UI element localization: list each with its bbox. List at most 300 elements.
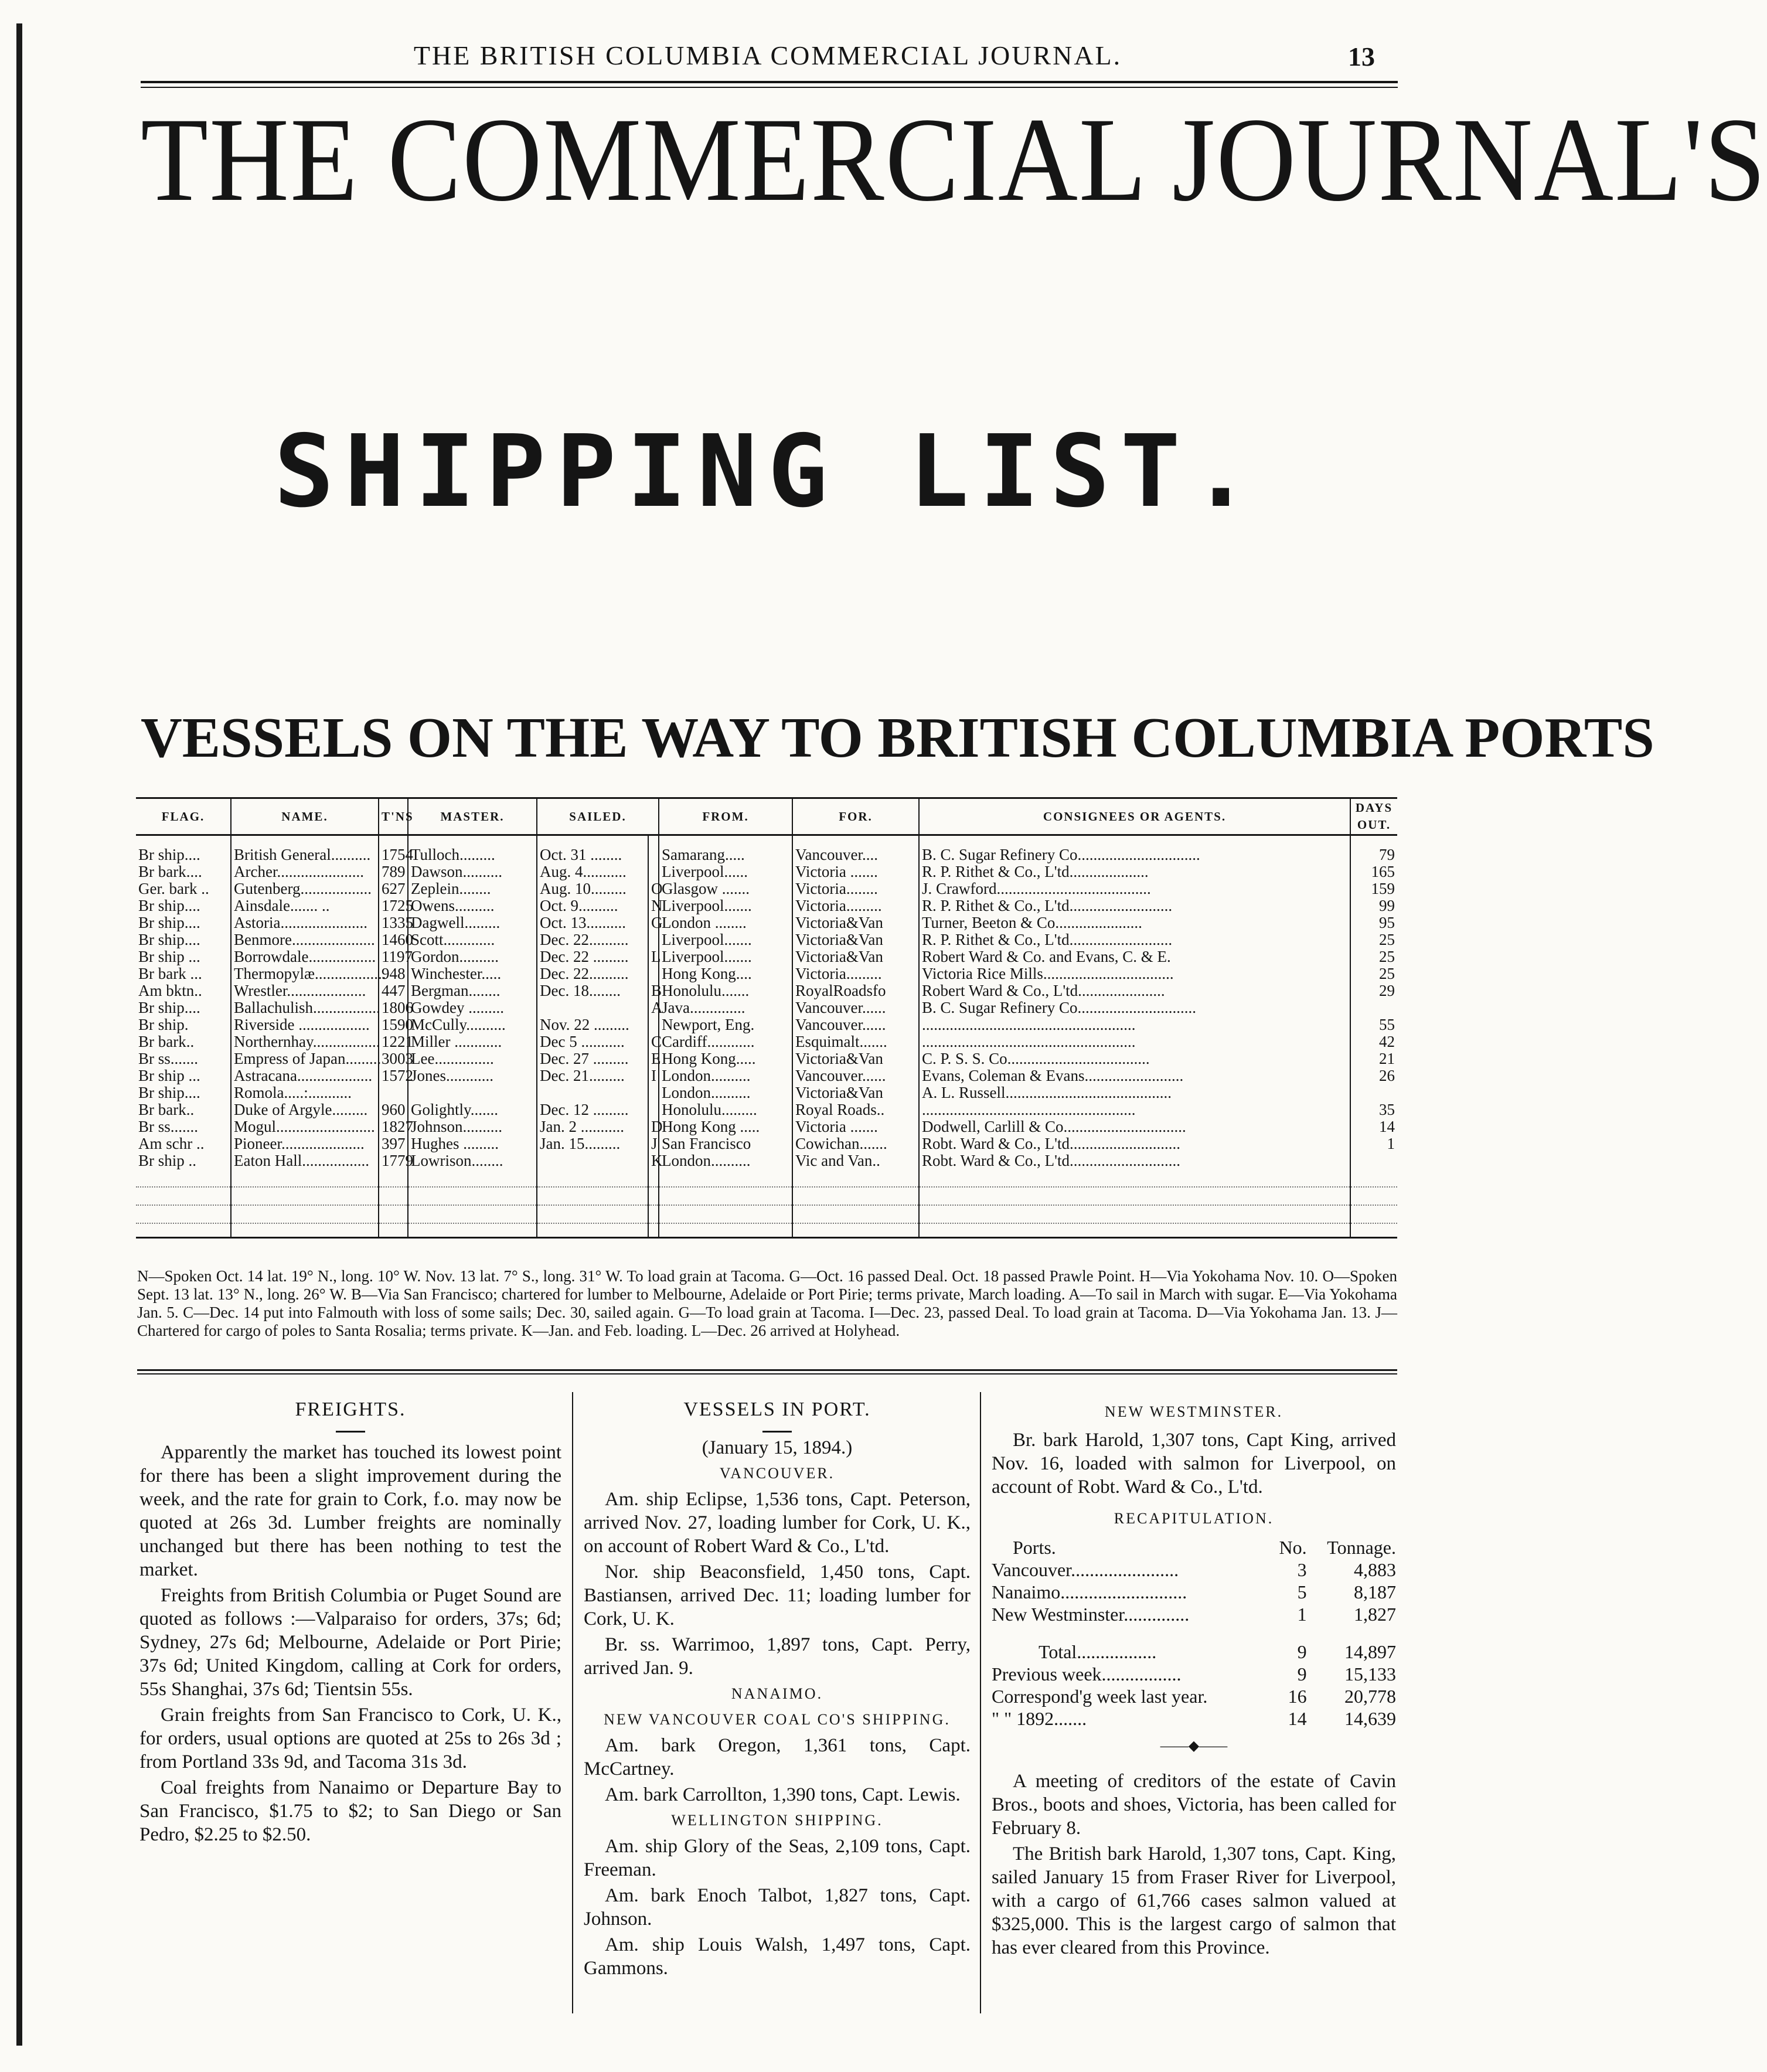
- cell-sailed: Dec. 22..........: [537, 931, 648, 948]
- table-row: [136, 1152, 1397, 1169]
- cell-note: [648, 1084, 659, 1101]
- blank-cell: [792, 1223, 919, 1238]
- vessels-title: VESSELS ON THE WAY TO BRITISH COLUMBIA PORTS: [141, 706, 1654, 770]
- table-row: [136, 1033, 1397, 1050]
- recap-row: [992, 1663, 1396, 1685]
- cell-name: Gutenberg..................: [231, 880, 379, 897]
- cell-note: [648, 835, 659, 864]
- cell-note: N: [648, 897, 659, 914]
- blank-cell: [659, 1205, 792, 1223]
- blank-cell: [919, 1169, 1350, 1187]
- cell-for: Victoria .......: [792, 863, 919, 880]
- cell-name: Northernhay.................: [231, 1033, 379, 1050]
- cell-tons: 960: [379, 1101, 408, 1118]
- vessel-entry: Am. ship Louis Walsh, 1,497 tons, Capt. Gammons.: [584, 1934, 971, 1979]
- new-westminster-text: Br. bark Harold, 1,307 tons, Capt King, arrived Nov. 16, loaded with salmon for Liverpool, on account of Robt. Ward & Co., L'td.: [992, 1430, 1396, 1498]
- cell-sailed: [537, 999, 648, 1016]
- cell-days: 79: [1379, 846, 1395, 863]
- header-rule: [141, 81, 1398, 83]
- cell-flag: Br ship....: [136, 1084, 231, 1101]
- blank-row: [136, 1169, 1397, 1187]
- cell-sailed: Oct. 13..........: [537, 914, 648, 931]
- table-row: [136, 965, 1397, 982]
- cell-master: Golightly.......: [408, 1101, 537, 1118]
- in-port-dash: [762, 1431, 792, 1433]
- in-port-heading: VESSELS IN PORT.: [683, 1399, 871, 1420]
- cell-name: Archer......................: [231, 863, 379, 880]
- recap-label: " " 1892.......: [992, 1708, 1087, 1729]
- cell-master: Dawson..........: [408, 863, 537, 880]
- harold-notice: The British bark Harold, 1,307 tons, Capt. King, sailed January 15 from Fraser River for Liverpool, with a cargo of 61,766 cases salmon valued at $325,000. This is the largest cargo of salmon that has ever cleared from this Province.: [992, 1843, 1396, 1958]
- blank-cell: [136, 1169, 231, 1187]
- cell-agents: B. C. Sugar Refinery Co..............................: [919, 999, 1350, 1016]
- blank-cell: [379, 1187, 408, 1205]
- table-row: [136, 1067, 1397, 1084]
- cell-days: 35: [1379, 1101, 1395, 1118]
- cell-sailed: Nov. 22 .........: [537, 1016, 648, 1033]
- cell-flag: Br ship.: [136, 1016, 231, 1033]
- cell-name: British General..........: [231, 835, 379, 864]
- cell-tons: 1754: [379, 835, 408, 864]
- cell-tons: 1221: [379, 1033, 408, 1050]
- cell-name: Ballachulish.................: [231, 999, 379, 1016]
- recap-no: 16: [1288, 1686, 1307, 1707]
- cell-agents: ......................................................: [919, 1101, 1350, 1118]
- vessel-entry: Am. bark Enoch Talbot, 1,827 tons, Capt. Johnson.: [584, 1885, 971, 1930]
- in-port-date: (January 15, 1894.): [702, 1437, 853, 1458]
- cell-for: Vancouver......: [792, 1067, 919, 1084]
- cell-from: Liverpool.......: [659, 948, 792, 965]
- recap-no: 9: [1297, 1641, 1307, 1662]
- cell-flag: Br ship....: [136, 931, 231, 948]
- cell-from: Hong Kong.....: [659, 1050, 792, 1067]
- cell-days: 42: [1379, 1033, 1395, 1050]
- recap-rows: [992, 1559, 1396, 1625]
- cell-note: J: [648, 1135, 659, 1152]
- blank-cell: [537, 1169, 648, 1187]
- cell-from: San Francisco: [659, 1135, 792, 1152]
- cell-tons: [379, 1084, 408, 1101]
- cell-tons: 447: [379, 982, 408, 999]
- recap-no: 3: [1297, 1559, 1307, 1580]
- cell-note: A: [648, 999, 659, 1016]
- cell-for: RoyalRoadsfo: [792, 982, 919, 999]
- cell-sailed: Dec. 18........: [537, 982, 648, 999]
- table-row: [136, 1118, 1397, 1135]
- table-row: [136, 897, 1397, 914]
- cell-for: Victoria .......: [792, 1118, 919, 1135]
- table-row: [136, 880, 1397, 897]
- table-row: [136, 1084, 1397, 1101]
- blank-cell: [136, 1187, 231, 1205]
- wellington-heading: WELLINGTON SHIPPING.: [671, 1812, 883, 1829]
- vessel-entry: Am. ship Glory of the Seas, 2,109 tons, Capt. Freeman.: [584, 1836, 971, 1880]
- cell-for: Vancouver......: [792, 999, 919, 1016]
- cell-name: Empress of Japan.........: [231, 1050, 379, 1067]
- cell-name: Benmore.....................: [231, 931, 379, 948]
- cell-for: Victoria&Van: [792, 1084, 919, 1101]
- cell-name: Mogul.........................: [231, 1118, 379, 1135]
- cell-note: E: [648, 1050, 659, 1067]
- vessel-entry: Nor. ship Beaconsfield, 1,450 tons, Capt. Bastiansen, arrived Dec. 11; loading lumber for Cork, U. K.: [584, 1561, 971, 1629]
- recap-no: 14: [1288, 1708, 1307, 1729]
- main-title: THE COMMERCIAL JOURNAL'S: [141, 93, 1767, 226]
- cell-agents: J. Crawford.......................................: [919, 880, 1350, 897]
- cell-master: Lee...............: [408, 1050, 537, 1067]
- nvcc-heading: NEW VANCOUVER COAL CO'S SHIPPING.: [604, 1711, 951, 1728]
- table-row: [136, 1016, 1397, 1033]
- cell-agents: Robt. Ward & Co., L'td............................: [919, 1152, 1350, 1169]
- cell-flag: Br ship ...: [136, 1067, 231, 1084]
- cell-master: Zeplein........: [408, 880, 537, 897]
- cell-from: Glasgow .......: [659, 880, 792, 897]
- col-name: NAME.: [231, 798, 379, 835]
- recap-tonnage: 4,883: [1354, 1559, 1396, 1580]
- cell-name: Eaton Hall.................: [231, 1152, 379, 1169]
- cell-from: London ........: [659, 914, 792, 931]
- table-footnotes: N—Spoken Oct. 14 lat. 19° N., long. 10° W. Nov. 13 lat. 7° S., long. 31° W. To load grain at Tacoma. G—Oct. 16 passed Deal. Oct. 18 passed Prawle Point. H—Via Yokohama Nov. 10. O—Spoken Sept. 13 lat. 13° N., long. 26° W. B—Via San Francisco; chartered for lumber to Melbourne, Adelaide or Port Pirie; terms private, March loading. A—To sail in March with sugar. E—Via Yokohama Jan. 5. C—Dec. 14 put into Falmouth with loss of some sails; Dec. 30, sailed again. G—To load grain at Tacoma. I—Dec. 23, passed Deal. To load grain at Tacoma. D—Via Yokohama Jan. 13. J—Chartered for cargo of poles to Santa Rosalia; terms private. K—Jan. and Feb. loading. L—Dec. 26 arrived at Holyhead.: [137, 1267, 1397, 1339]
- recap-tonnage: 8,187: [1354, 1581, 1396, 1603]
- cell-master: Hughes .........: [408, 1135, 537, 1152]
- cell-agents: A. L. Russell..........................................: [919, 1084, 1350, 1101]
- cell-flag: Br ss.......: [136, 1050, 231, 1067]
- cell-flag: Am schr ..: [136, 1135, 231, 1152]
- cell-sailed: Dec. 12 .........: [537, 1101, 648, 1118]
- cell-master: Winchester.....: [408, 965, 537, 982]
- diamond-ornament: ——◆——: [1160, 1738, 1228, 1754]
- cell-master: Miller ............: [408, 1033, 537, 1050]
- cell-note: B: [648, 982, 659, 999]
- recap-row: [992, 1625, 1396, 1663]
- cell-agents: Dodwell, Carlill & Co...............................: [919, 1118, 1350, 1135]
- freights-paragraph: Freights from British Columbia or Puget Sound are quoted as follows :—Valparaiso for orders, 37s; 6d; Sydney, 27s 6d; Melbourne, Adelaide or Port Pirie; 37s 6d; United Kingdom, calling at Cork for orders, 55s Shanghai, 37s 6d; Tientsin 55s.: [139, 1585, 561, 1700]
- blank-cell: [919, 1223, 1350, 1238]
- blank-row: [136, 1205, 1397, 1223]
- cell-name: Thermopylæ..................: [231, 965, 379, 982]
- blank-cell: [379, 1223, 408, 1238]
- vessels-table: [136, 797, 1397, 1239]
- cell-from: Hong Kong .....: [659, 1118, 792, 1135]
- cell-sailed: Oct. 31 ........: [537, 835, 648, 864]
- cell-days: 165: [1371, 863, 1395, 880]
- recap-label: Previous week.................: [992, 1663, 1182, 1685]
- cell-tons: 789: [379, 863, 408, 880]
- blank-cell: [1350, 1187, 1397, 1205]
- blank-cell: [231, 1187, 379, 1205]
- cell-tons: 1460: [379, 931, 408, 948]
- recap-heading: RECAPITULATION.: [1114, 1510, 1274, 1527]
- cell-days: 26: [1379, 1067, 1395, 1084]
- cell-days: [1350, 999, 1397, 1016]
- blank-cell: [1350, 1169, 1397, 1187]
- cell-sailed: Dec. 22..........: [537, 965, 648, 982]
- cell-master: Bergman........: [408, 982, 537, 999]
- cell-master: Dagwell.........: [408, 914, 537, 931]
- cell-for: Victoria&Van: [792, 1050, 919, 1067]
- cell-note: [648, 1016, 659, 1033]
- cell-flag: Br ship....: [136, 835, 231, 864]
- cell-sailed: [537, 1152, 648, 1169]
- shipping-list-title: SHIPPING LIST.: [274, 414, 1262, 530]
- nanaimo-heading: NANAIMO.: [731, 1685, 823, 1702]
- cell-sailed: Oct. 9..........: [537, 897, 648, 914]
- cell-name: Wrestler....................: [231, 982, 379, 999]
- cell-note: C: [648, 1033, 659, 1050]
- cell-master: McCully..........: [408, 1016, 537, 1033]
- col-sailed: SAILED.: [537, 798, 659, 835]
- cell-name: Duke of Argyle.........: [231, 1101, 379, 1118]
- table-row: [136, 999, 1397, 1016]
- cell-note: G: [648, 914, 659, 931]
- cell-tons: 1335: [379, 914, 408, 931]
- cell-master: Gowdey .........: [408, 999, 537, 1016]
- recap-table: [992, 1536, 1396, 1730]
- blank-cell: [408, 1169, 537, 1187]
- vessel-entry: Am. ship Eclipse, 1,536 tons, Capt. Peterson, arrived Nov. 27, loading lumber for Cork, U. K., on account of Robert Ward & Co., L'td.: [584, 1489, 971, 1557]
- blank-cell: [919, 1205, 1350, 1223]
- cell-tons: 1779: [379, 1152, 408, 1169]
- cell-from: Honolulu.......: [659, 982, 792, 999]
- cell-for: Victoria&Van: [792, 931, 919, 948]
- vessels-in-port-column: [584, 1398, 971, 1982]
- cell-flag: Br ship ...: [136, 948, 231, 965]
- cell-from: Java..............: [659, 999, 792, 1016]
- cell-name: Astracana...................: [231, 1067, 379, 1084]
- cell-tons: 1806: [379, 999, 408, 1016]
- recap-row: [992, 1559, 1396, 1581]
- cell-days: 1: [1387, 1135, 1395, 1152]
- cell-flag: Br bark....: [136, 863, 231, 880]
- freights-paragraph: Coal freights from Nanaimo or Departure Bay to San Francisco, $1.75 to $2; to San Diego or San Pedro, $2.25 to $2.50.: [139, 1777, 561, 1845]
- cell-days: 29: [1379, 982, 1395, 999]
- cell-sailed: Dec. 21.........: [537, 1067, 648, 1084]
- cell-days: 21: [1379, 1050, 1395, 1067]
- col-days: DAYS OUT.: [1350, 798, 1397, 835]
- cell-from: Cardiff............: [659, 1033, 792, 1050]
- cell-flag: Br ship....: [136, 897, 231, 914]
- cell-days: 25: [1379, 965, 1395, 982]
- cell-sailed: Dec. 22 .........: [537, 948, 648, 965]
- running-title: THE BRITISH COLUMBIA COMMERCIAL JOURNAL.: [413, 40, 1122, 70]
- cell-from: Hong Kong....: [659, 965, 792, 982]
- cell-from: Honolulu.........: [659, 1101, 792, 1118]
- cell-days: 14: [1379, 1118, 1395, 1135]
- cell-agents: Robt. Ward & Co., L'td............................: [919, 1135, 1350, 1152]
- vessel-entry: Am. bark Oregon, 1,361 tons, Capt. McCartney.: [584, 1735, 971, 1780]
- cell-name: Riverside ..................: [231, 1016, 379, 1033]
- cell-from: Liverpool......: [659, 863, 792, 880]
- cell-for: Victoria.........: [792, 965, 919, 982]
- table-row: [136, 1050, 1397, 1067]
- blank-cell: [537, 1223, 648, 1238]
- blank-cell: [408, 1223, 537, 1238]
- blank-cell: [379, 1205, 408, 1223]
- cell-flag: Ger. bark ..: [136, 880, 231, 897]
- blank-cell: [379, 1169, 408, 1187]
- blank-cell: [919, 1187, 1350, 1205]
- recap-header-row: [992, 1536, 1396, 1559]
- recap-totals: [992, 1625, 1396, 1730]
- recap-row: [992, 1581, 1396, 1603]
- vessel-entry: Br. ss. Warrimoo, 1,897 tons, Capt. Perry, arrived Jan. 9.: [584, 1634, 971, 1679]
- cell-tons: 1572: [379, 1067, 408, 1084]
- cell-from: London..........: [659, 1152, 792, 1169]
- cell-agents: Robert Ward & Co., L'td......................: [919, 982, 1350, 999]
- cell-for: Victoria.........: [792, 897, 919, 914]
- cell-sailed: Jan. 2 ...........: [537, 1118, 648, 1135]
- table-end-row: [136, 1223, 1397, 1238]
- blank-cell: [136, 1205, 231, 1223]
- cell-sailed: [537, 1084, 648, 1101]
- cell-days: [1350, 1084, 1397, 1101]
- cell-flag: Br bark..: [136, 1101, 231, 1118]
- recap-tonnage: 20,778: [1344, 1686, 1396, 1707]
- recap-col-tonnage: Tonnage.: [1327, 1537, 1396, 1558]
- cell-for: Royal Roads..: [792, 1101, 919, 1118]
- cell-name: Ainsdale....... ..: [231, 897, 379, 914]
- cell-sailed: Aug. 10.........: [537, 880, 648, 897]
- cell-master: Owens..........: [408, 897, 537, 914]
- cell-days: 25: [1379, 948, 1395, 965]
- creditors-notice: A meeting of creditors of the estate of Cavin Bros., boots and shoes, Victoria, has been called for February 8.: [992, 1771, 1396, 1839]
- cell-for: Victoria&Van: [792, 914, 919, 931]
- cell-master: Scott.............: [408, 931, 537, 948]
- recap-no: 1: [1297, 1604, 1307, 1625]
- freights-heading: FREIGHTS.: [295, 1399, 406, 1420]
- col-tons: T'NS: [379, 798, 408, 835]
- new-westminster-column: [992, 1398, 1396, 1962]
- vessels-table-body: [136, 835, 1397, 1238]
- cell-agents: ......................................................: [919, 1033, 1350, 1050]
- cell-flag: Br ship ..: [136, 1152, 231, 1169]
- recap-row: [992, 1603, 1396, 1625]
- blank-cell: [1350, 1205, 1397, 1223]
- blank-cell: [648, 1169, 659, 1187]
- col-from: FROM.: [659, 798, 792, 835]
- blank-cell: [648, 1187, 659, 1205]
- cell-from: London..........: [659, 1084, 792, 1101]
- cell-for: Vic and Van..: [792, 1152, 919, 1169]
- cell-note: [648, 965, 659, 982]
- blank-cell: [537, 1187, 648, 1205]
- cell-master: Gordon..........: [408, 948, 537, 965]
- table-row: [136, 982, 1397, 999]
- cell-days: 99: [1379, 897, 1395, 914]
- cell-sailed: Dec 5 ...........: [537, 1033, 648, 1050]
- cell-agents: R. P. Rithet & Co., L'td..........................: [919, 897, 1350, 914]
- table-row: [136, 1101, 1397, 1118]
- col-flag: FLAG.: [136, 798, 231, 835]
- cell-for: Victoria........: [792, 880, 919, 897]
- recap-tonnage: 15,133: [1344, 1663, 1396, 1685]
- cell-note: O: [648, 880, 659, 897]
- table-row: [136, 863, 1397, 880]
- blank-cell: [648, 1205, 659, 1223]
- cell-note: D: [648, 1118, 659, 1135]
- cell-days: 25: [1379, 931, 1395, 948]
- cell-agents: R. P. Rithet & Co., L'td..........................: [919, 931, 1350, 948]
- cell-flag: Br ship....: [136, 999, 231, 1016]
- cell-tons: 3003: [379, 1050, 408, 1067]
- cell-tons: 1590: [379, 1016, 408, 1033]
- cell-for: Esquimalt.......: [792, 1033, 919, 1050]
- col-agents: CONSIGNEES OR AGENTS.: [919, 798, 1350, 835]
- cell-sailed: Aug. 4...........: [537, 863, 648, 880]
- recap-col-no: No.: [1279, 1537, 1307, 1558]
- page-number: 13: [1348, 42, 1375, 72]
- cell-agents: B. C. Sugar Refinery Co...............................: [919, 835, 1350, 864]
- blank-cell: [792, 1187, 919, 1205]
- notes-rule: [137, 1369, 1397, 1371]
- cell-agents: Evans, Coleman & Evans.........................: [919, 1067, 1350, 1084]
- blank-cell: [408, 1205, 537, 1223]
- vancouver-heading: VANCOUVER.: [719, 1465, 835, 1482]
- col-for: FOR.: [792, 798, 919, 835]
- cell-days: 95: [1379, 914, 1395, 931]
- cell-agents: C. P. S. S. Co....................................: [919, 1050, 1350, 1067]
- cell-sailed: Jan. 15.........: [537, 1135, 648, 1152]
- cell-from: Samarang.....: [659, 835, 792, 864]
- cell-master: Lowrison........: [408, 1152, 537, 1169]
- notes-rule-thin: [137, 1373, 1397, 1374]
- table-header-row: [136, 798, 1397, 835]
- cell-agents: ......................................................: [919, 1016, 1350, 1033]
- cell-agents: Robert Ward & Co. and Evans, C. & E.: [919, 948, 1350, 965]
- recap-tonnage: 14,639: [1344, 1708, 1396, 1729]
- cell-name: Pioneer.....................: [231, 1135, 379, 1152]
- cell-from: Liverpool.......: [659, 931, 792, 948]
- cell-tons: 1197: [379, 948, 408, 965]
- table-row: [136, 1135, 1397, 1152]
- cell-note: L: [648, 948, 659, 965]
- left-margin-rule: [16, 23, 22, 2046]
- cell-note: K: [648, 1152, 659, 1169]
- cell-days: 159: [1371, 880, 1395, 897]
- cell-master: Johnson..........: [408, 1118, 537, 1135]
- cell-note: [648, 863, 659, 880]
- blank-cell: [231, 1205, 379, 1223]
- recap-no: 9: [1297, 1663, 1307, 1685]
- freights-paragraph: Grain freights from San Francisco to Cork, U. K., for orders, usual options are quoted at 25s to 26s 3d ; from Portland 33s 9d, and Tacoma 31s 3d.: [139, 1704, 561, 1772]
- blank-cell: [231, 1169, 379, 1187]
- blank-cell: [659, 1223, 792, 1238]
- table-row: [136, 931, 1397, 948]
- cell-note: I: [648, 1067, 659, 1084]
- cell-tons: 948: [379, 965, 408, 982]
- blank-cell: [792, 1205, 919, 1223]
- cell-for: Vancouver......: [792, 1016, 919, 1033]
- recap-col-ports: Ports.: [1013, 1537, 1056, 1558]
- cell-sailed: Dec. 27 .........: [537, 1050, 648, 1067]
- column-divider-2: [980, 1392, 981, 2013]
- blank-cell: [537, 1205, 648, 1223]
- cell-for: Vancouver....: [792, 835, 919, 864]
- recap-row: [992, 1707, 1396, 1730]
- cell-flag: Br ss.......: [136, 1118, 231, 1135]
- table-row: [136, 835, 1397, 864]
- cell-name: Borrowdale.................: [231, 948, 379, 965]
- cell-agents: R. P. Rithet & Co., L'td....................: [919, 863, 1350, 880]
- blank-cell: [648, 1223, 659, 1238]
- blank-cell: [659, 1187, 792, 1205]
- recap-tonnage: 14,897: [1344, 1641, 1396, 1662]
- blank-cell: [136, 1223, 231, 1238]
- recap-tonnage: 1,827: [1354, 1604, 1396, 1625]
- cell-for: Victoria&Van: [792, 948, 919, 965]
- cell-note: [648, 931, 659, 948]
- cell-from: London..........: [659, 1067, 792, 1084]
- blank-cell: [231, 1223, 379, 1238]
